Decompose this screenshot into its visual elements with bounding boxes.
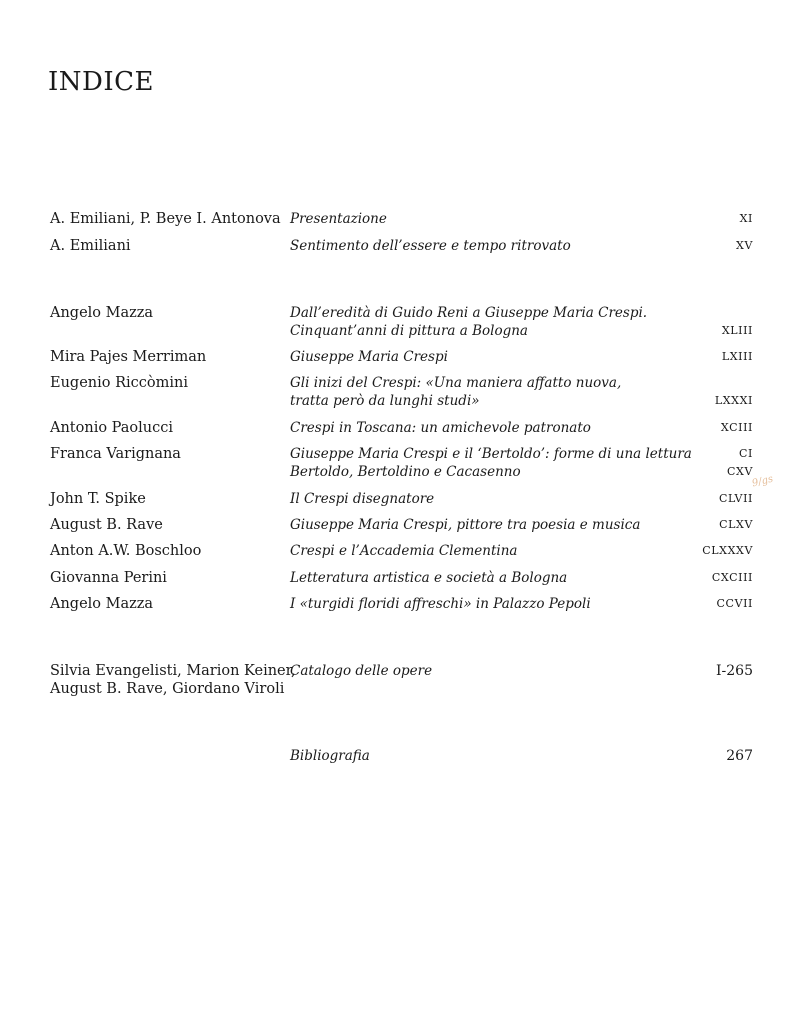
toc-author-line: Mira Pajes Merriman [50, 349, 207, 365]
toc-author-line: August B. Rave, Giordano Viroli [50, 681, 285, 697]
toc-title-line: tratta però da lunghi studi» [290, 393, 480, 409]
toc-page-number [727, 445, 753, 481]
toc-author-line: Antonio Paolucci [50, 420, 174, 436]
toc-title-line: Dall’eredità di Guido Reni a Giuseppe Maria Crespi. [290, 305, 648, 321]
toc-page-line [715, 374, 753, 392]
toc-title [290, 542, 690, 560]
toc-title [290, 516, 690, 534]
toc-page-line: XLIII [721, 324, 753, 337]
toc-page-number [726, 747, 753, 765]
toc-title-line: Giuseppe Maria Crespi e il ‘Bertoldo’: forme di una lettura [290, 446, 692, 462]
toc-title [290, 662, 690, 680]
toc-title [290, 374, 690, 410]
toc-page-line: XCIII [720, 421, 753, 434]
handwritten-annotation: 9/gs [750, 473, 775, 490]
toc-page-line: I-265 [716, 663, 753, 679]
toc-author [50, 304, 280, 322]
page-title: INDICE [48, 67, 155, 98]
toc-page-number [719, 490, 753, 508]
toc-page-number [722, 348, 753, 366]
toc-page-number [717, 595, 753, 613]
toc-author [50, 516, 280, 534]
toc-page-line: CLXV [719, 518, 753, 531]
toc-page-number [736, 237, 753, 255]
toc-author-line: August B. Rave [50, 517, 163, 533]
toc-title-line: Catalogo delle opere [290, 663, 433, 679]
toc-title-line: I «turgidi floridi affreschi» in Palazzo Pepoli [290, 596, 591, 612]
toc-title-line: Gli inizi del Crespi: «Una maniera affatto nuova, [290, 375, 622, 391]
toc-author [50, 348, 280, 366]
toc-title [290, 304, 690, 340]
toc-author-line: Angelo Mazza [50, 596, 154, 612]
toc-page-line: CLVII [718, 492, 753, 505]
toc-author [50, 595, 280, 613]
toc-title [290, 445, 690, 481]
toc-title [290, 747, 690, 765]
toc-author [50, 445, 280, 463]
toc-author-line: Anton A.W. Boschloo [50, 543, 202, 559]
toc-page-line: CLXXXV [702, 544, 753, 557]
toc-page-line: CCVII [716, 597, 753, 610]
toc-author-line: Eugenio Riccòmini [50, 375, 188, 391]
toc-title [290, 569, 690, 587]
toc-author [50, 569, 280, 587]
toc-title [290, 419, 690, 437]
toc-author [50, 374, 280, 392]
toc-page-line: LXXXI [714, 394, 753, 407]
toc-page-line: CXV [727, 465, 753, 478]
toc-page-number [740, 210, 753, 228]
toc-author [50, 490, 280, 508]
toc-title-line: Bertoldo, Bertoldino e Cacasenno [290, 464, 521, 480]
toc-title [290, 237, 690, 255]
toc-title-line: Crespi in Toscana: un amichevole patronato [290, 420, 591, 436]
toc-page-number [719, 516, 753, 534]
toc-author-line: Giovanna Perini [50, 570, 167, 586]
toc-page-number [702, 542, 753, 560]
toc-title-line: Sentimento dell’essere e tempo ritrovato [290, 238, 571, 254]
toc-title-line: Il Crespi disegnatore [290, 491, 435, 507]
toc-page-line: XI [739, 212, 753, 225]
toc-title-line: Cinquant’anni di pittura a Bologna [290, 323, 528, 339]
toc-title [290, 595, 690, 613]
toc-title-line: Letteratura artistica e società a Bologna [290, 570, 568, 586]
toc-page-line [722, 304, 753, 322]
toc-title-line: Bibliografia [290, 748, 370, 764]
toc-author [50, 542, 280, 560]
toc-author [50, 419, 280, 437]
toc-author [50, 662, 296, 698]
toc-title [290, 348, 690, 366]
toc-author-line: Angelo Mazza [50, 305, 154, 321]
toc-title-line: Giuseppe Maria Crespi, pittore tra poesia e musica [290, 517, 641, 533]
toc-page-line: LXIII [721, 350, 753, 363]
toc-author-line: A. Emiliani, P. Beye I. Antonova [50, 211, 281, 227]
toc-title-line: Presentazione [290, 211, 387, 227]
toc-title-line: Crespi e l’Accademia Clementina [290, 543, 518, 559]
toc-page-number [716, 662, 753, 680]
toc-page-line: 267 [726, 748, 753, 764]
toc-page-number [712, 569, 753, 587]
toc-author [50, 210, 280, 228]
toc-page-line: XV [736, 239, 753, 252]
toc-page-number [715, 374, 753, 410]
toc-title [290, 490, 690, 508]
toc-title [290, 210, 690, 228]
toc-title-line: Giuseppe Maria Crespi [290, 349, 448, 365]
toc-page-number [721, 419, 753, 437]
toc-author [50, 237, 280, 255]
toc-page-line: CI [739, 447, 753, 460]
toc-author-line: Silvia Evangelisti, Marion Keiner, [50, 663, 296, 679]
toc-author-line: John T. Spike [50, 491, 146, 507]
toc-author-line: Franca Varignana [50, 446, 181, 462]
toc-page-number [722, 304, 753, 340]
toc-author-line: A. Emiliani [50, 238, 131, 254]
toc-page-line: CXCIII [711, 571, 753, 584]
